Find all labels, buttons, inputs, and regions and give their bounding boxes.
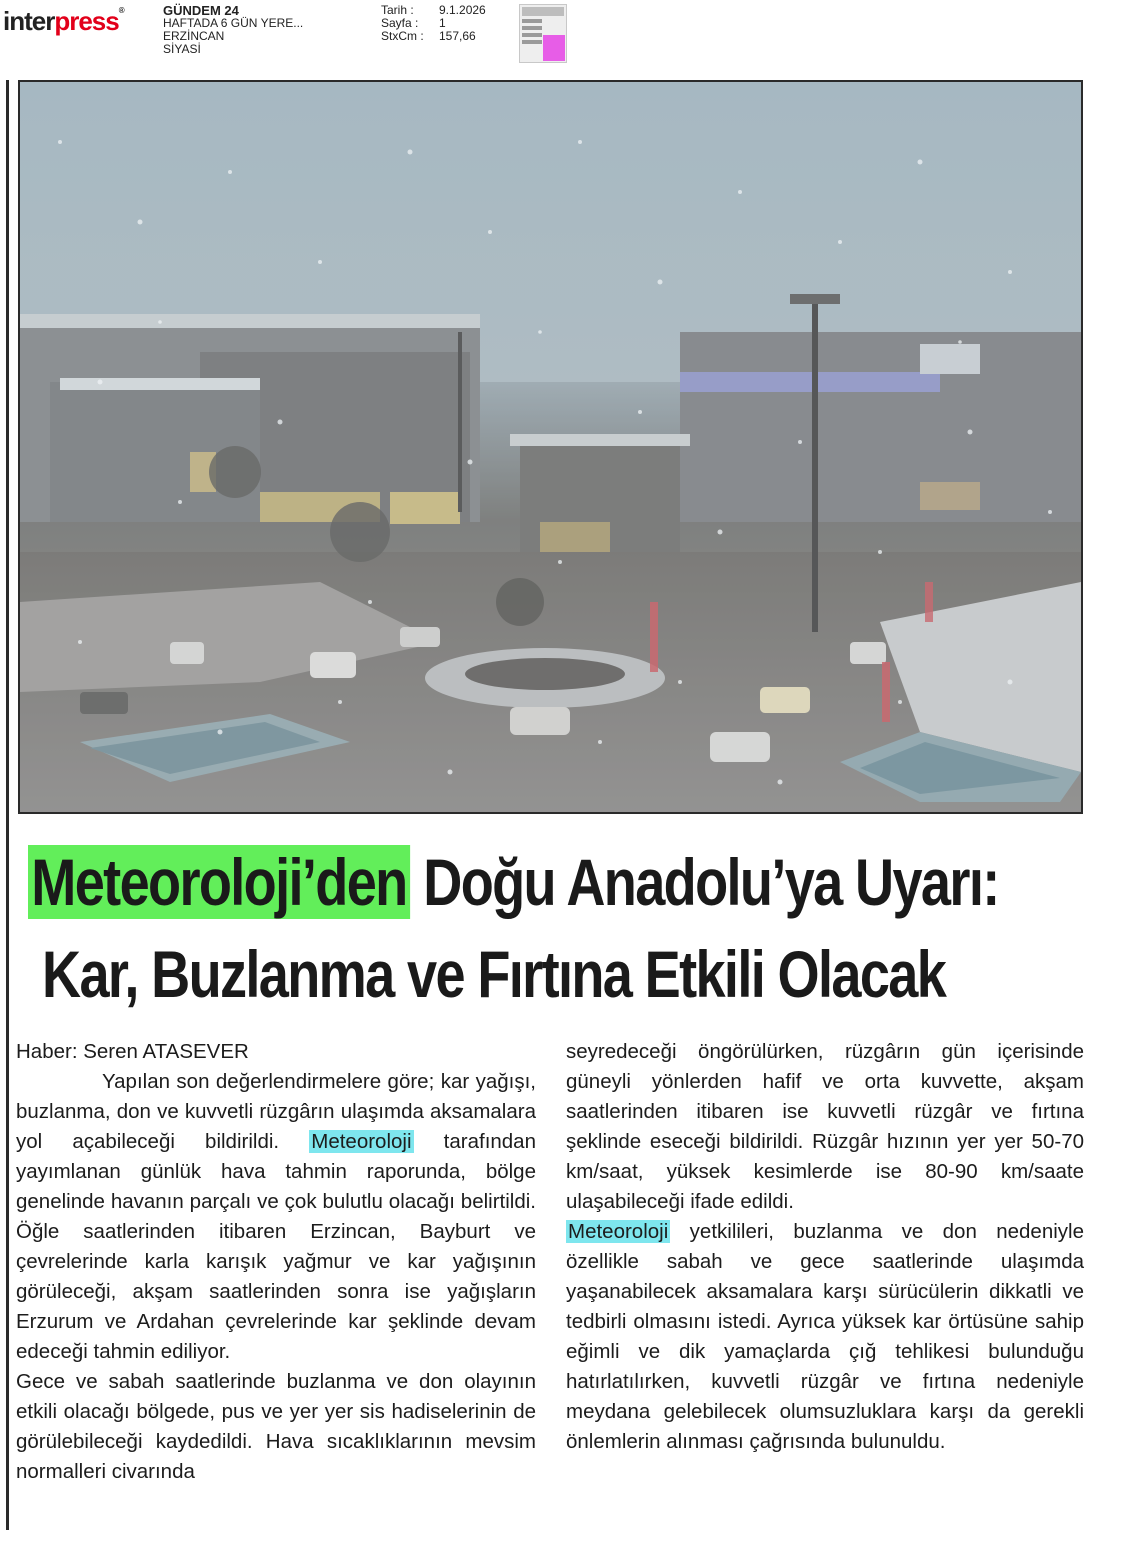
- page-thumbnail[interactable]: [519, 4, 567, 63]
- photo-illustration: [20, 82, 1081, 812]
- paragraph-1-start: Yapılan son değerlendirmelere göre; kar yağışı, buzlanma, don ve kuvvetli rüzgârın ulaşımda aksamalara yol açabileceği bildirildi.: [16, 1070, 536, 1153]
- logo-registered-mark: ®: [118, 6, 124, 15]
- left-margin-rule: [6, 80, 9, 1530]
- publication-frequency: HAFTADA 6 GÜN YERE...: [163, 16, 304, 30]
- paragraph-3: seyredeceği öngörülürken, rüzgârın gün içerisinde güneyli yönlerden hafif ve orta kuvvette, akşam saatlerinden itibaren ise kuvvetli rüzgâr ve fırtına şeklinde eseceği bildirildi. Rüzgâr hızının yer yer 50-70 km/saat, yüksek kesimlerde ise 80-90 km/saate ulaşabileceği ifade edildi.: [566, 1040, 1084, 1213]
- logo-text-press: press: [54, 6, 119, 36]
- page-value: 1: [439, 16, 446, 30]
- headline-line-2: Kar, Buzlanma ve Fırtına Etkili Olacak: [42, 937, 946, 1011]
- clipping-header: [0, 0, 1143, 72]
- paragraph-4-rest: yetkilileri, buzlanma ve don nedeniyle özellikle sabah ve gece saatlerinde ulaşımda yaşanabilecek aksamalara karşı sürücülerin dikkatli ve tedbirli olmasını istedi. Ayrıca yüksek kar örtüsüne sahip eğimli ve dik yamaçlarda çığ tehlikesi bulunduğu hatırlatılırken, kuvvetli rüzgâr ve fırtına nedeniyle meydana gelebilecek olumsuzluklara karşı da gerekli önlemlerin alınması çağrısında bulunuldu.: [566, 1220, 1084, 1453]
- headline-line-1-rest: Doğu Anadolu’ya Uyarı:: [409, 845, 999, 919]
- publication-section: SİYASİ: [163, 42, 201, 56]
- paragraph-2: Gece ve sabah saatlerinde buzlanma ve don olayının etkili olacağı bölgede, pus ve yer yer sis hadiselerinin de görülebileceği kaydedildi. Hava sıcaklıklarının mevsim normalleri civarında: [16, 1370, 536, 1483]
- date-value: 9.1.2026: [439, 3, 486, 17]
- paragraph-1: [16, 1067, 536, 1367]
- interpress-logo: [3, 6, 124, 37]
- thumbnail-masthead: [522, 7, 564, 16]
- stxcm-row: [381, 30, 486, 43]
- keyword-highlight: Meteoroloji: [568, 1220, 669, 1243]
- thumbnail-text-line: [522, 19, 542, 23]
- paragraph-4: [566, 1217, 1084, 1457]
- publication-info: [163, 4, 303, 56]
- article-column-1: [16, 1037, 536, 1487]
- byline: Haber: Seren ATASEVER: [16, 1040, 249, 1063]
- publication-name: GÜNDEM 24: [163, 3, 239, 18]
- snowy-city-square-photo: [18, 80, 1083, 814]
- stxcm-label: StxCm :: [381, 29, 424, 43]
- page-label: Sayfa :: [381, 16, 419, 30]
- logo-text-inter: inter: [3, 6, 55, 36]
- date-label: Tarih :: [381, 3, 414, 17]
- thumbnail-text-line: [522, 33, 542, 37]
- headline-line-1: [28, 842, 999, 922]
- keyword-highlight: Meteoroloji: [311, 1130, 412, 1153]
- thumbnail-text-line: [522, 26, 542, 30]
- thumbnail-text-line: [522, 40, 542, 44]
- paragraph-1-rest: tarafından yayımlanan günlük hava tahmin raporunda, bölge genelinde havanın parçalı ve çok bulutlu olacağı belirtildi. Öğle saatlerinden itibaren Erzincan, Bayburt ve çevrelerinde karla karışık yağmur ve kar yağışının görüleceği, akşam saatlerinden sonra ise yağışların Erzurum ve Ardahan çevrelerinde kar şeklinde devam edeceği tahmin ediliyor.: [16, 1130, 536, 1363]
- article-column-2: [566, 1037, 1084, 1457]
- thumbnail-article-highlight: [543, 35, 565, 61]
- clipping-details: [381, 4, 486, 43]
- publication-city: ERZİNCAN: [163, 29, 225, 43]
- stxcm-value: 157,66: [439, 29, 476, 43]
- headline-highlighted-word: Meteoroloji’den: [28, 845, 410, 919]
